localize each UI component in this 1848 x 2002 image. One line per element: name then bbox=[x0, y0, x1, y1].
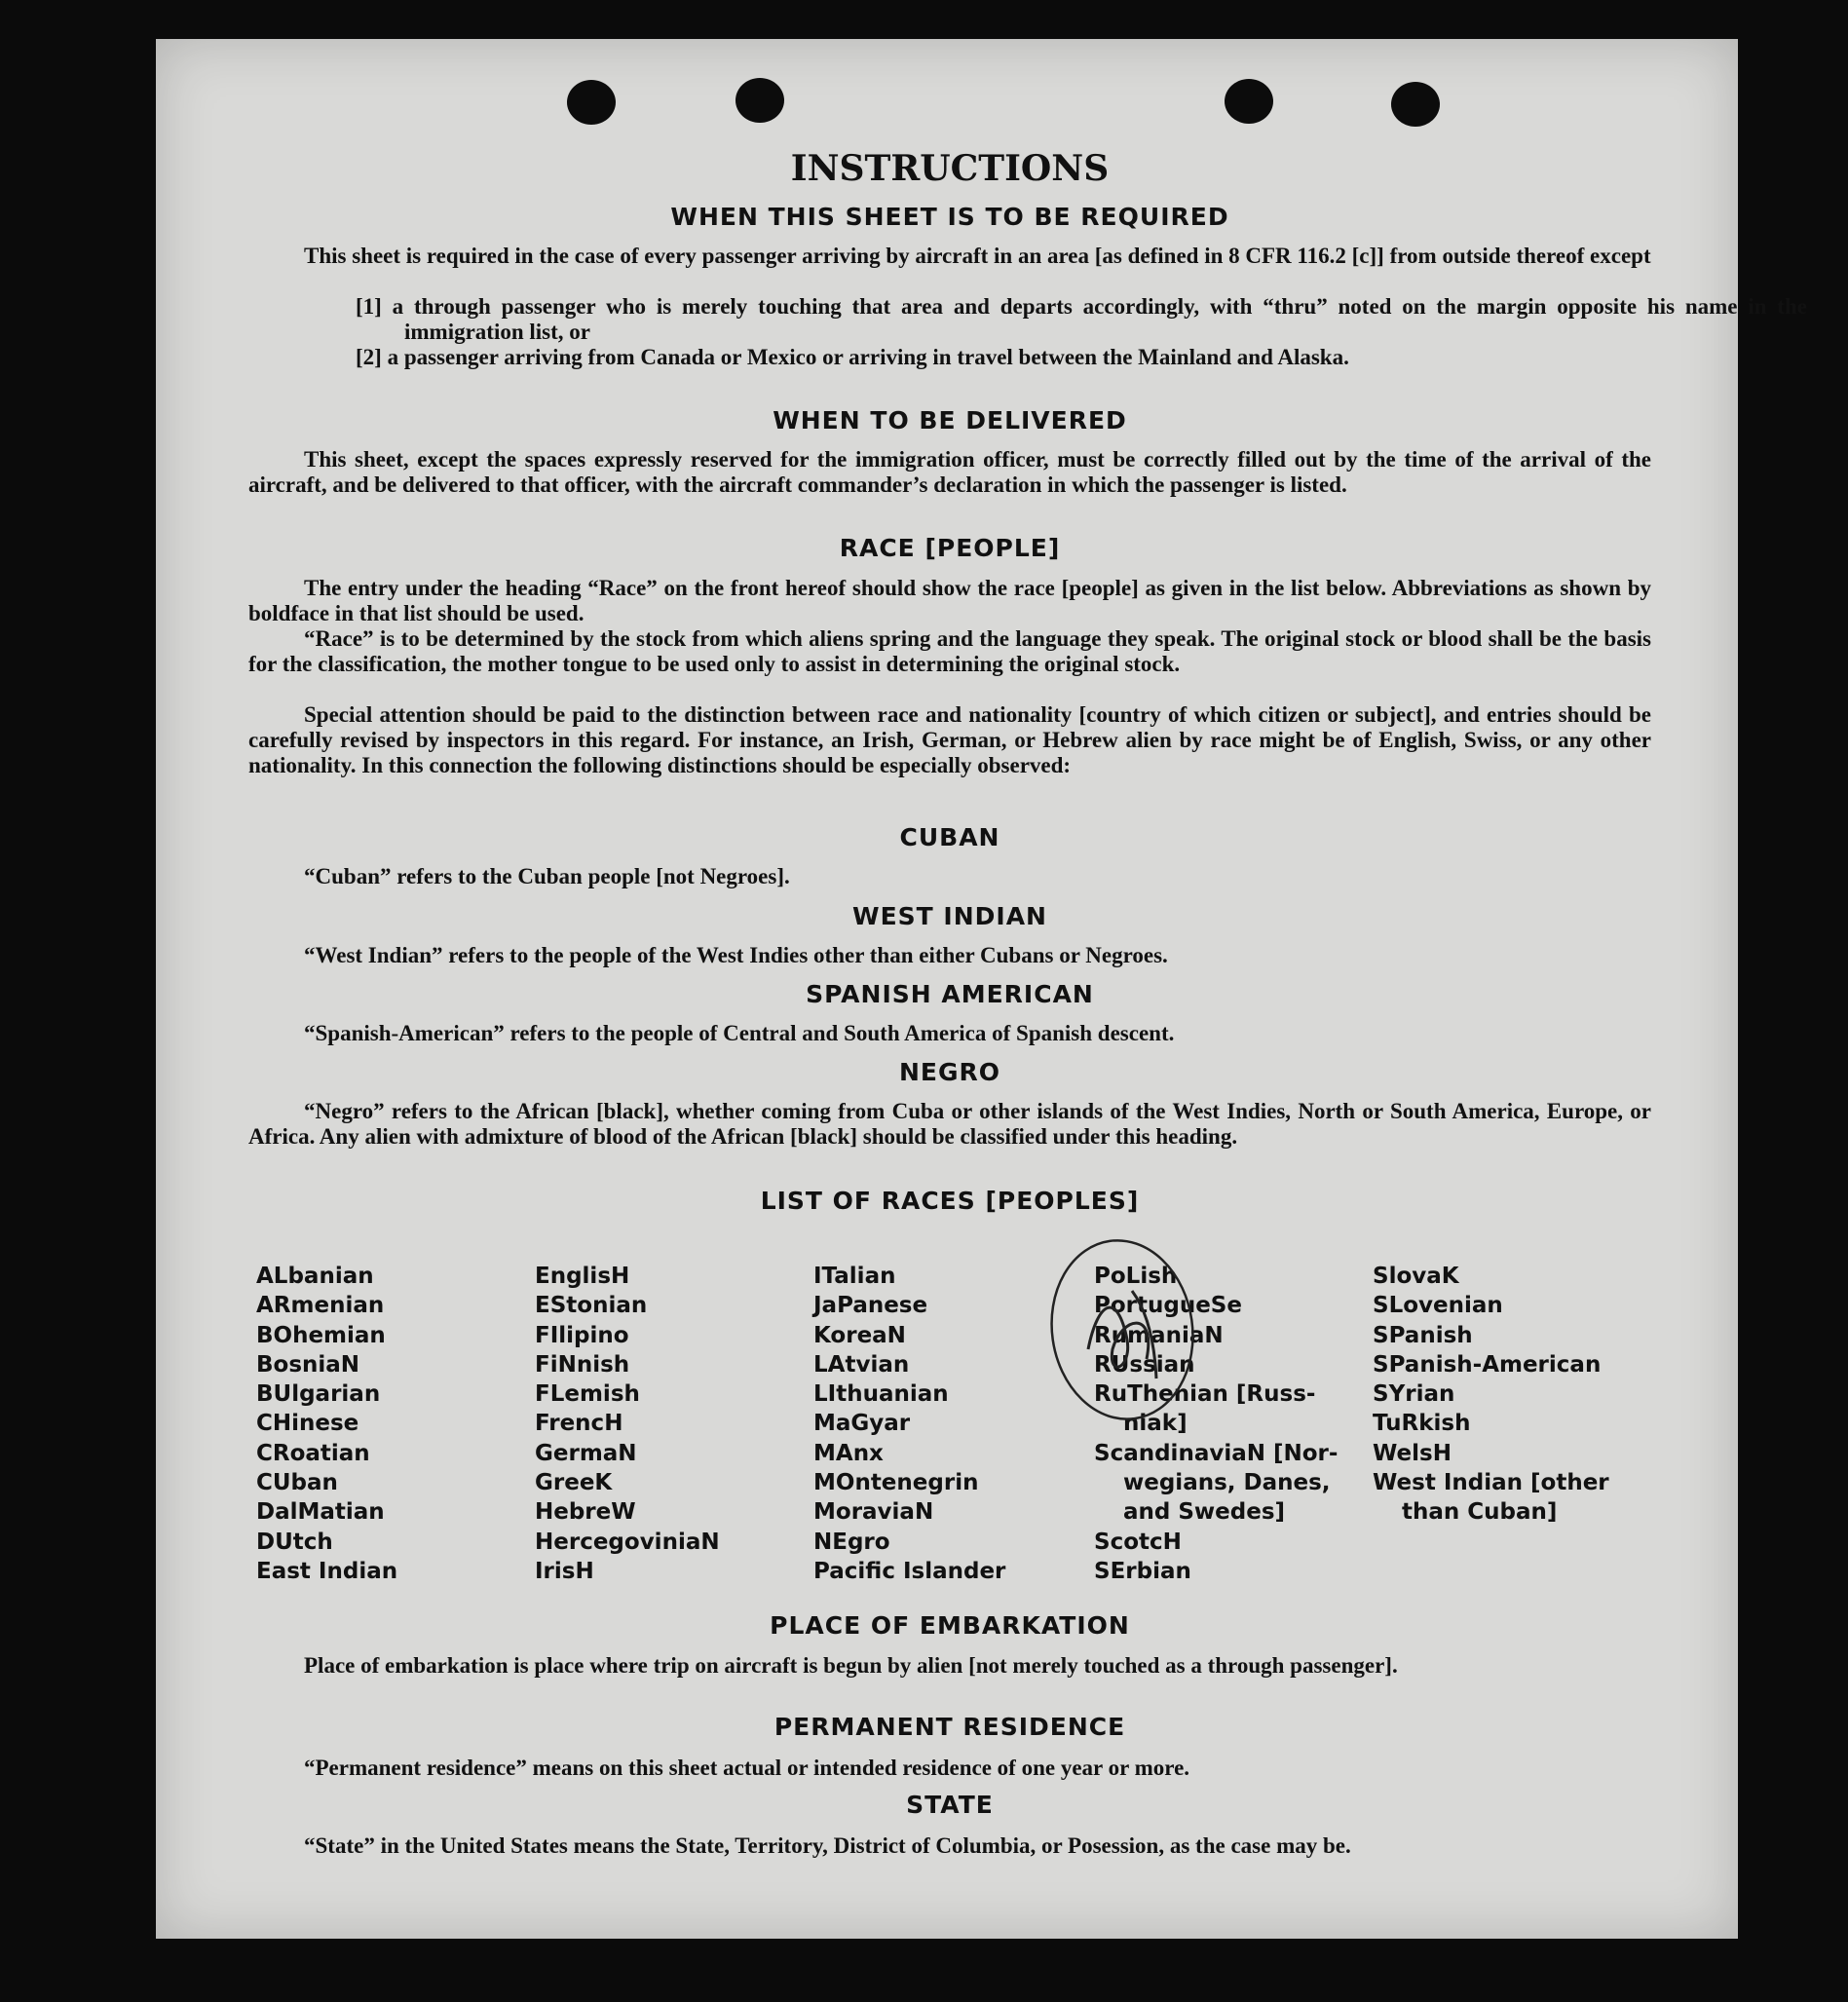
west-indian-text: “West Indian” refers to the people of the West Indies other than either Cubans or Negroes. bbox=[304, 943, 1168, 967]
races-list bbox=[248, 1262, 1651, 1593]
race-paragraph-1: The entry under the heading “Race” on the front hereof should show the race [people] as given in the list below. Abbreviations as shown by boldface in that list should be used. bbox=[248, 576, 1651, 625]
race-item-continuation: and Swedes] bbox=[1123, 1499, 1286, 1526]
negro-text: “Negro” refers to the African [black], whether coming from Cuba or other islands of the West Indies, North or South America, Europe, or Africa. Any alien with admixture of blood of the African [black] should be classified under this heading. bbox=[248, 1099, 1651, 1149]
race-item: DUtch bbox=[256, 1529, 333, 1555]
race-item: JaPanese bbox=[813, 1293, 928, 1319]
race-paragraph-3: Special attention should be paid to the distinction between race and nationality [country of which citizen or subject], and entries should be carefully revised by inspectors in this regard. For instance, an Irish, German, or Hebrew alien by race might be of English, Swiss, or any other nationality. In this connection the following distinctions should be especially observed: bbox=[248, 702, 1651, 777]
required-intro: This sheet is required in the case of every passenger arriving by aircraft in an area [as defined in 8 CFR 116.2 [c]] from outside thereof except bbox=[304, 244, 1651, 268]
race-paragraph-2: “Race” is to be determined by the stock from which aliens spring and the language they speak. The original stock or blood shall be the basis for the classification, the mother tongue to be used only to assist in determining the original stock. bbox=[248, 626, 1651, 676]
race-item: HercegoviniaN bbox=[535, 1529, 720, 1555]
race-item: IrisH bbox=[535, 1558, 594, 1584]
race-item: ScotcH bbox=[1094, 1529, 1182, 1555]
race-item: EStonian bbox=[535, 1293, 648, 1319]
race-item: MOntenegrin bbox=[813, 1470, 979, 1496]
punch-hole bbox=[567, 80, 616, 125]
race-item: RUssian bbox=[1094, 1351, 1195, 1378]
race-item: RumaniaN bbox=[1094, 1322, 1224, 1348]
race-item: East Indian bbox=[256, 1558, 398, 1584]
race-item: ARmenian bbox=[256, 1293, 385, 1319]
race-item: DalMatian bbox=[256, 1499, 385, 1526]
race-item: FIlipino bbox=[535, 1322, 629, 1348]
races-column-2 bbox=[535, 1262, 720, 1586]
race-item: WelsH bbox=[1373, 1440, 1452, 1466]
permanent-residence-text: “Permanent residence” means on this sheet actual or intended residence of one year or more. bbox=[304, 1756, 1190, 1780]
heading-west-indian: WEST INDIAN bbox=[852, 902, 1047, 930]
race-item: PortugueSe bbox=[1094, 1293, 1242, 1319]
race-item: CUban bbox=[256, 1470, 338, 1496]
race-item: MAnx bbox=[813, 1440, 884, 1466]
race-item: SErbian bbox=[1094, 1558, 1191, 1584]
heading-permanent-residence: PERMANENT RESIDENCE bbox=[773, 1713, 1126, 1741]
races-column-1 bbox=[256, 1262, 397, 1586]
required-item-2: [2] a passenger arriving from Canada or Mexico or arriving in travel between the Mainland and Alaska. bbox=[356, 345, 1349, 369]
race-item: MoraviaN bbox=[813, 1499, 934, 1526]
race-item: KoreaN bbox=[813, 1322, 906, 1348]
race-item: GermaN bbox=[535, 1440, 637, 1466]
race-item: ScandinaviaN [Nor- bbox=[1094, 1440, 1339, 1466]
race-item: CRoatian bbox=[256, 1440, 370, 1466]
race-item: FiNnish bbox=[535, 1351, 630, 1378]
race-item: FLemish bbox=[535, 1381, 640, 1408]
heading-required: WHEN THIS SHEET IS TO BE REQUIRED bbox=[670, 203, 1229, 231]
races-column-3 bbox=[813, 1262, 1005, 1586]
race-item: Pacific Islander bbox=[813, 1558, 1006, 1584]
delivered-text: This sheet, except the spaces expressly reserved for the immigration officer, must be correctly filled out by the time of the arrival of the aircraft, and be delivered to that officer, with the aircraft commander’s declaration in which the passenger is listed. bbox=[248, 447, 1651, 497]
race-item-continuation: than Cuban] bbox=[1402, 1499, 1558, 1526]
race-item: ITalian bbox=[813, 1264, 896, 1289]
race-item: FrencH bbox=[535, 1411, 623, 1437]
required-item-1: [1] a through passenger who is merely touching that area and departs accordingly, with “thru” noted on the margin opposite his name in the immigration list, or bbox=[356, 294, 1807, 344]
heading-list-of-races: LIST OF RACES [PEOPLES] bbox=[760, 1187, 1140, 1215]
race-item: SPanish bbox=[1373, 1322, 1473, 1348]
race-item: TuRkish bbox=[1373, 1411, 1471, 1437]
heading-embarkation: PLACE OF EMBARKATION bbox=[770, 1611, 1130, 1640]
race-item-continuation: niak] bbox=[1123, 1411, 1188, 1437]
race-item: SPanish-American bbox=[1373, 1351, 1602, 1378]
heading-state: STATE bbox=[906, 1791, 994, 1819]
race-item: ALbanian bbox=[256, 1264, 374, 1289]
race-item: NEgro bbox=[813, 1529, 890, 1555]
race-item: EnglisH bbox=[535, 1264, 630, 1289]
race-item: SYrian bbox=[1373, 1381, 1455, 1408]
race-item: SLovenian bbox=[1373, 1293, 1503, 1319]
punch-hole bbox=[735, 78, 784, 123]
race-item: PoLish bbox=[1094, 1264, 1178, 1289]
race-item: HebreW bbox=[535, 1499, 636, 1526]
page-title: INSTRUCTIONS bbox=[790, 148, 1110, 189]
race-item: SlovaK bbox=[1373, 1264, 1459, 1289]
races-column-5 bbox=[1373, 1262, 1609, 1528]
heading-race: RACE [PEOPLE] bbox=[839, 534, 1061, 562]
race-item: BosniaN bbox=[256, 1351, 360, 1378]
embarkation-text: Place of embarkation is place where trip on aircraft is begun by alien [not merely touched as a through passenger]. bbox=[304, 1653, 1398, 1678]
punch-hole bbox=[1391, 82, 1440, 127]
cuban-text: “Cuban” refers to the Cuban people [not Negroes]. bbox=[304, 864, 790, 888]
heading-delivered: WHEN TO BE DELIVERED bbox=[773, 406, 1127, 434]
race-item: BOhemian bbox=[256, 1322, 386, 1348]
race-item: GreeK bbox=[535, 1470, 613, 1496]
race-item: LAtvian bbox=[813, 1351, 910, 1378]
race-item: CHinese bbox=[256, 1411, 359, 1437]
heading-negro: NEGRO bbox=[898, 1058, 1001, 1086]
state-text: “State” in the United States means the State, Territory, District of Columbia, or Posession, as the case may be. bbox=[304, 1833, 1351, 1858]
race-item: West Indian [other bbox=[1373, 1470, 1609, 1496]
punch-hole bbox=[1225, 79, 1273, 124]
document-sheet bbox=[156, 39, 1807, 1939]
handwritten-initials-stamp bbox=[1039, 1232, 1205, 1431]
race-item: MaGyar bbox=[813, 1411, 911, 1437]
heading-cuban: CUBAN bbox=[899, 823, 1000, 851]
race-item-continuation: wegians, Danes, bbox=[1123, 1470, 1331, 1496]
spanish-american-text: “Spanish-American” refers to the people of Central and South America of Spanish descent. bbox=[304, 1021, 1175, 1045]
race-item: RuThenian [Russ- bbox=[1094, 1381, 1316, 1408]
heading-spanish-american: SPANISH AMERICAN bbox=[806, 980, 1094, 1008]
race-item: BUlgarian bbox=[256, 1381, 381, 1408]
race-item: LIthuanian bbox=[813, 1381, 949, 1408]
